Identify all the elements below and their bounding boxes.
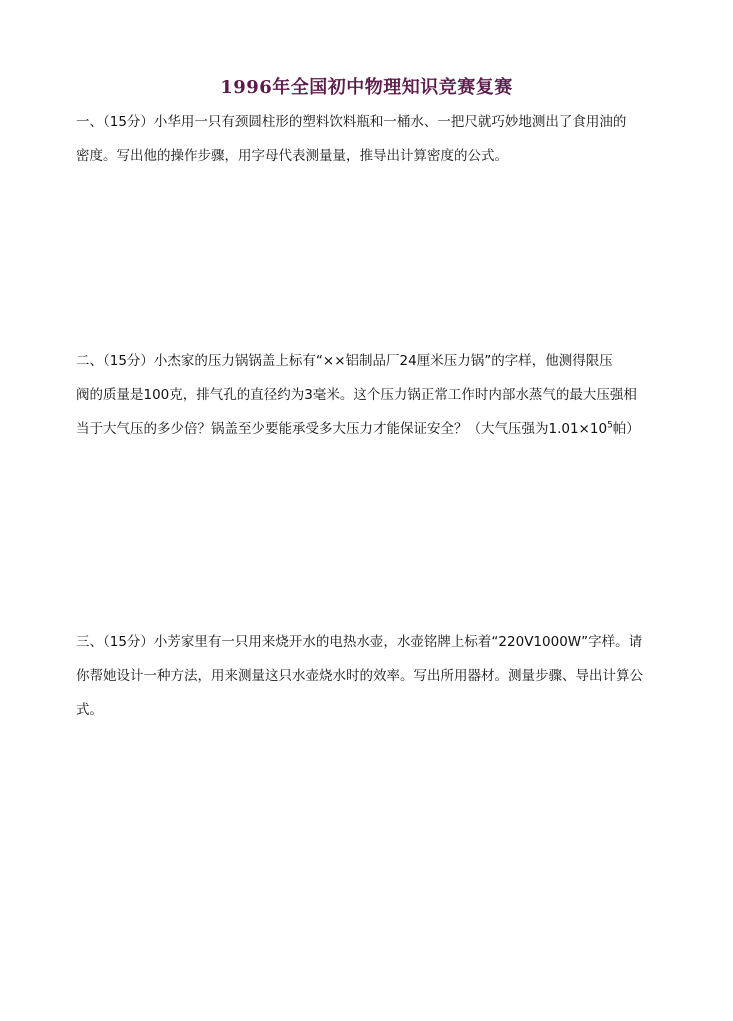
question-1-line-2: 密度。写出他的操作步骤，用字母代表测量量，推导出计算密度的公式。 bbox=[76, 148, 508, 164]
question-2-line-1: 二、（15分）小杰家的压力锅锅盖上标有“××铝制品厂24厘米压力锅”的字样，他测得限压 bbox=[76, 353, 613, 369]
pressure-exponent: 5 bbox=[607, 420, 613, 431]
question-3-line-1: 三、（15分）小芳家里有一只用来烧开水的电热水壶，水壶铭牌上标着“220V1000W”字样。请 bbox=[76, 634, 643, 650]
question-2-line-3-tail: 帕） bbox=[612, 421, 640, 437]
question-3-line-2: 你帮她设计一种方法，用来测量这只水壶烧水时的效率。写出所用器材。测量步骤、导出计算公 bbox=[76, 668, 643, 684]
question-2-line-3-text: 当于大气压的多少倍？锅盖至少要能承受多大压力才能保证安全？（大气压强为1.01×10 bbox=[76, 421, 608, 437]
question-2 bbox=[76, 344, 662, 446]
question-2-line-2: 阀的质量是100克，排气孔的直径约为3毫米。这个压力锅正常工作时内部水蒸气的最大压强相 bbox=[76, 387, 637, 403]
question-1 bbox=[76, 105, 662, 173]
document-title: 1996年全国初中物理知识竞赛复赛 bbox=[220, 77, 513, 98]
question-3 bbox=[76, 625, 662, 727]
question-1-line-1: 一、（15分）小华用一只有颈圆柱形的塑料饮料瓶和一桶水、一把尺就巧妙地测出了食用油的 bbox=[76, 114, 627, 130]
question-2-line-3 bbox=[76, 412, 662, 446]
question-3-line-3: 式。 bbox=[76, 702, 103, 718]
